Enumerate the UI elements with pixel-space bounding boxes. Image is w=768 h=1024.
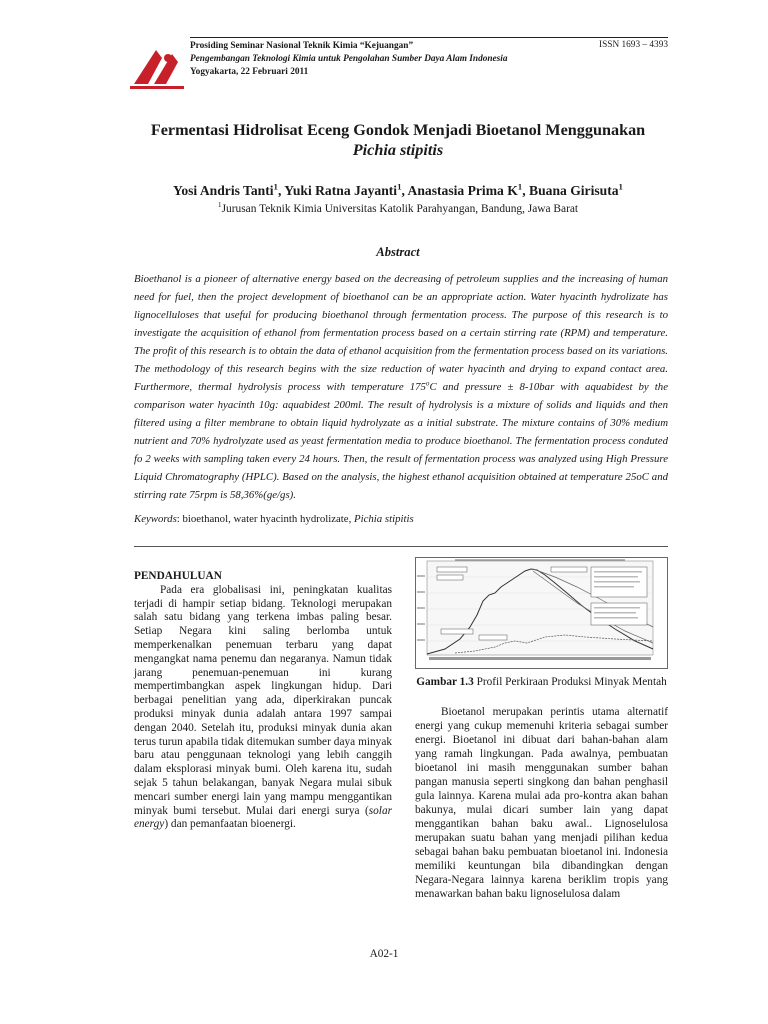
header-proceedings-name: Prosiding Seminar Nasional Teknik Kimia “Kejuangan” (190, 41, 414, 51)
intro-text-part-1: Pada era globalisasi ini, peningkatan kualitas terjadi di hampir setiap bidang. Teknologi merupakan salah satu bidang yang terkena imbas paling besar. Setiap Negara kini saling berlomba untuk memperkenalkan penemuan terbaru yang dapat mengangkat nama penemu dan negaranya. Namun tidak jarang penemuan-penemuan ini kurang mempertimbangkan aspek lingkungan hidup. Dari berbagai penelitian yang ada, diperkirakan puncak produksi minyak dunia adalah antara 1997 sampai dengan 2040. Setelah itu, produksi minyak dunia akan terus turun apabila tidak ditemukan sumber daya minyak baru atau penggunaan teknologi yang lebih canggih dalam eksplorasi minyak bumi. Oleh karena itu, sudah sejak 5 tahun belakangan, banyak Negara mulai sibuk mencari sumber energi lain yang mampu menggantikan minyak bumi tersebut. Mulai dari energi surya ( (134, 583, 392, 817)
header-location-date: Yogyakarta, 22 Februari 2011 (190, 67, 309, 77)
abstract-text-part-2: C and pressure ± 8-10bar with aquabidest by the comparison water hyacinth 10g: aquabidest 200ml. The result of hydrolysis is a mixture of solids and liquids and then filtered using a filter membrane to obtain liquid hydrolyzate as a initial substrate. The mixture contains of 30% medium nutrient and 70% hydrolyzate used as yeast fermentation media to produce bioethanol. The fermentation process conduted fo 2 weeks with sampling taken every 24 hours. Then, the result of fermentation process was analyzed using High Pressure Liquid Chromatography (HPLC). Based on the analysis, the highest ethanol acquisition obtained at temperature 25oC and stirring rate 75rpm is 58,36%(ge/gs). (134, 381, 668, 501)
keywords-separator: : (176, 513, 183, 525)
abstract-heading: Abstract (376, 245, 420, 259)
author-affil-mark: 1 (273, 181, 278, 192)
keywords-label: Keywords (134, 513, 177, 525)
degree-mark: o (425, 379, 430, 388)
right-column (415, 557, 668, 901)
abstract-body (134, 270, 668, 504)
keywords-line (134, 513, 414, 525)
author-affil-mark: 1 (397, 181, 402, 192)
page-number: A02-1 (369, 948, 399, 960)
intro-text-italic: solar energy (134, 804, 392, 831)
keywords-italic: Pichia stipitis (354, 513, 414, 525)
affiliation-text: Jurusan Teknik Kimia Universitas Katolik Parahyangan, Bandung, Jawa Barat (221, 203, 579, 215)
header-text (190, 40, 580, 79)
section-heading: PENDAHULUAN (134, 570, 222, 582)
proceedings-header (128, 40, 668, 88)
right-paragraph: Bioetanol merupakan perintis utama alternatif energi yang cukup memenuhi kriteria sebagai sumber energi. Bioetanol ini dibuat dari bahan-bahan alam yang ramah lingkungan. Pada awalnya, pembuatan bioetanol ini masih menggunakan sumber bahan pangan manusia seperti singkong dan bahan penghasil gula lainnya. Karena mulai ada pro-kontra akan bahan bakunya, mulai dicari sumber lain yang dapat menggantikan bahan baku awal.. Lignoselulosa merupakan suatu bahan yang menjadi pilihan kedua sebagai bahan baku pembuatan bioetanol ini. Indonesia memiliki keuntungan bila dibandingkan dengan Negara-Negara lainnya karena beriklim tropis yang menawarkan bahan baku lignoselulosa dalam (415, 706, 668, 900)
title-line-1: Fermentasi Hidrolisat Eceng Gondok Menjadi Bioetanol Menggunakan (150, 121, 646, 139)
author-name: Anastasia Prima K (407, 183, 518, 198)
figure-caption-text: Profil Perkiraan Produksi Minyak Mentah (473, 676, 667, 688)
oil-production-figure (415, 557, 668, 669)
intro-paragraph (134, 584, 392, 832)
intro-text-part-2: ) dan pemanfaatan bioenergi. (164, 818, 296, 831)
affiliation (128, 200, 668, 215)
figure-label: Gambar 1.3 (416, 676, 474, 688)
figure-caption (415, 675, 668, 689)
left-column (134, 570, 392, 832)
abstract-text-part-1: Bioethanol is a pioneer of alternative energy based on the decreasing of petroleum supplies and the increasing of human need for fuel, then the project development of bioethanol can be an appropriate action. Water hyacinth hydrolizate has lignocelluloses that useful for producing bioethanol through fermentation process. The purpose of this research is to investigate the acquisition of ethanol from fermentation process based on a certain stirring rate (RPM) and temperature. The profit of this research is to obtain the data of ethanol acquisition from the fermentation process based on its variations. The methodology of this research begins with the size reduction of water hyacinth and drying to expand contact area. Furthermore, thermal hydrolysis process with temperature 175 (134, 273, 668, 393)
author-affil-mark: 1 (517, 181, 523, 192)
x-axis-ticks (429, 657, 651, 660)
author-name: Buana Girisuta (529, 183, 619, 198)
author-affil-mark: 1 (618, 181, 623, 192)
section-divider (134, 546, 668, 547)
affiliation-mark: 1 (217, 200, 222, 210)
issn-number: ISSN 1693 – 4393 (599, 40, 668, 50)
header-rule (190, 37, 668, 38)
author-list: Yosi Andris Tanti$^1$, Yuki Ratna Jayanti$^1$, Anastasia Prima $K^1$, Buana Girisuta$^1$ (173, 181, 623, 198)
seminar-logo-icon (128, 44, 186, 90)
header-theme: Pengembangan Teknologi Kimia untuk Pengolahan Sumber Daya Alam Indonesia (190, 54, 508, 64)
author-name: Yuki Ratna Jayanti (284, 183, 398, 198)
author-name: Yosi Andris Tanti (173, 183, 274, 198)
title-line-2: Pichia stipitis (352, 141, 444, 159)
keywords-plain: bioethanol, water hyacinth hydrolizate, (182, 513, 354, 525)
paper-title (128, 120, 668, 160)
